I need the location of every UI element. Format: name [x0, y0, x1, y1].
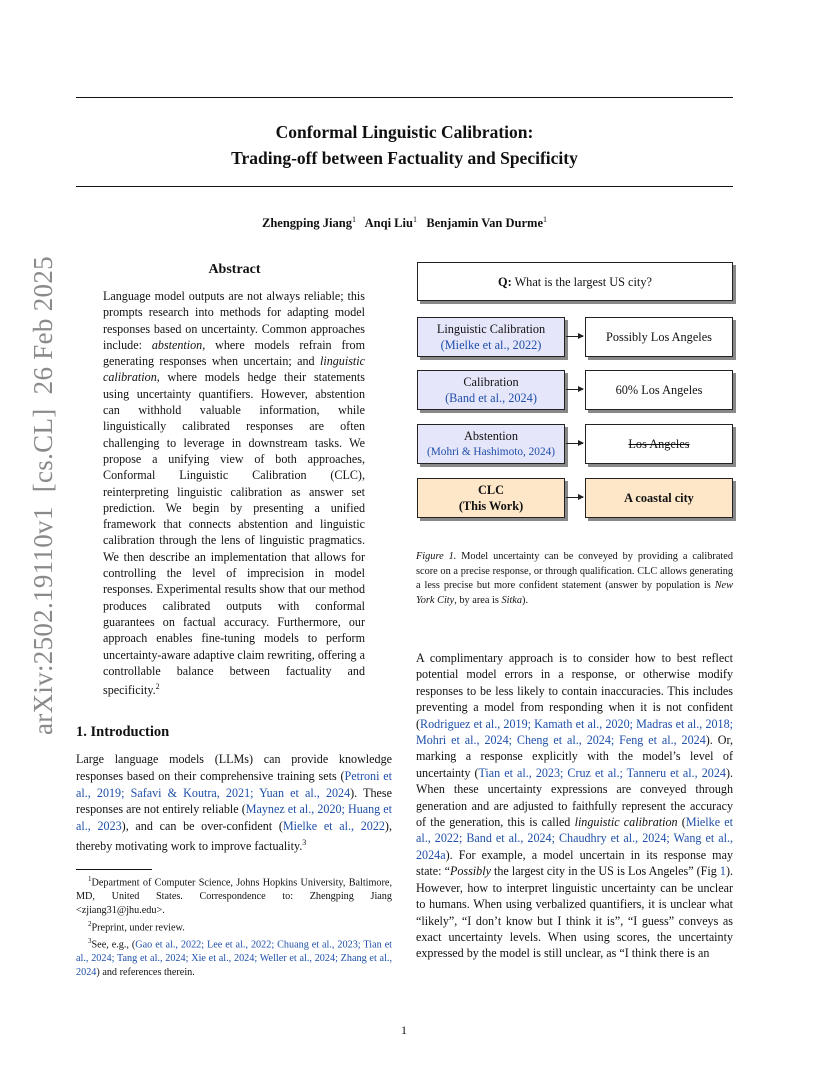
section-heading-introduction: 1. Introduction [76, 724, 170, 740]
introduction-paragraph: Large language models (LLMs) can provide knowledge responses based on their comprehensive training sets (Petroni et al., 2019; Safavi & Koutra, 2021; Yuan et al., 2024). These responses are not entirely reliable (Maynez et al., 2020; Huang et al., 2023), and can be over-confident (Mielke et al., 2022), thereby motivating work to improve factuality.$^3$ [76, 752, 393, 854]
abstract-heading: Abstract [208, 262, 261, 277]
right-column-paragraph: A complimentary approach is to consider how to best reflect potential model errors in a response, or otherwise modify responses to be less likely to contain inaccuracies. This includes preventing a model from responding when it is not confident (Rodriguez et al., 2019; Kamath et al., 2020; Madras et al., 2018; Mohri et al., 2024; Cheng et al., 2024; Feng et al., 2024). Or, marking a response explicitly with the model’s level of uncertainty (Tian et al., 2023; Cruz et al.; Tanneru et al., 2024). When these uncertainty expressions are conveyed through generation and are adjusted to faithfully represent the accuracy of the generation, this is called linguistic calibration (Mielke et al., 2022; Band et al., 2024; Chaudhry et al., 2024; Wang et al., 2024a). For example, a model uncertain in its response may state: “Possibly the largest city in the US is Los Angeles” (Fig 1). However, how to interpret linguistic uncertainty can be unclear to humans. When using verbalized quantifiers, it is unclear what “likely”, “I don’t know but I think it is”, “I guess” conveys as exact uncertainty levels. When using scores, the uncertainty expressed by the model is still unclear, as “I think there is an [416, 651, 734, 961]
top-rule [76, 97, 733, 98]
author-affiliation: 1 [351, 215, 356, 224]
arrow-icon [566, 443, 583, 444]
arrow-icon [566, 389, 583, 390]
method-box-calibration: Calibration (Band et al., 2024) [417, 370, 565, 410]
response-box-abstained: Los Angeles [585, 424, 733, 464]
footnote-2: $^2$Preprint, under review. [88, 919, 185, 934]
citation-link[interactable]: Maynez et al., 2020; Huang et al., 2023 [76, 802, 392, 834]
method-box-clc: CLC (This Work) [417, 478, 565, 518]
citation-link[interactable]: Rodriguez et al., 2019; Kamath et al., 2020; Madras et al., 2018; Mohri et al., 2024; Cheng et al., 2024; Feng et al., 2024 [416, 716, 733, 748]
author-name: Zhengping Jiang [261, 216, 352, 231]
author-affiliation: 1 [543, 215, 547, 224]
footnote-3: $^3$See, e.g., (Gao et al., 2022; Lee et al., 2022; Chuang et al., 2023; Tian et al., 2024; Tang et al., 2024; Xie et al., 2024; Weller et al., 2024; Zhang et al., 2024) and references therein. [76, 936, 392, 978]
method-box-linguistic-calibration: Linguistic Calibration (Mielke et al., 2022) [417, 317, 565, 357]
citation-link[interactable]: Gao et al., 2022; Lee et al., 2022; Chuang et al., 2023; Tian et al., 2024; Tang et al., 2024; Xie et al., 2024; Weller et al., 2024; Zhang et al., 2024 [76, 939, 392, 978]
citation-link[interactable]: Mielke et al., 2022 [282, 819, 385, 834]
arrow-icon [566, 336, 583, 337]
arxiv-identifier[interactable]: arXiv:2502.19110v1 [cs.CL] 26 Feb 2025 [28, 256, 58, 735]
paper-title [76, 119, 733, 171]
author-name: Anqi Liu [364, 216, 413, 231]
title-line-1: Conformal Linguistic Calibration: [275, 122, 534, 142]
citation-link[interactable]: Mielke et al., 2022; Band et al., 2024; Chaudhry et al., 2024; Wang et al., 2024a [416, 815, 734, 862]
title-line-2: Trading-off between Factuality and Specificity [231, 148, 578, 168]
response-box-percentage: 60% Los Angeles [585, 370, 733, 410]
arrow-icon [566, 497, 583, 498]
figure-question-box: Q: What is the largest US city? [417, 262, 733, 301]
author-list [76, 215, 733, 231]
figure-ref-link[interactable]: 1 [719, 864, 726, 879]
citation-link[interactable]: Tian et al., 2023; Cruz et al.; Tanneru et al., 2024 [478, 765, 726, 780]
citation-link[interactable]: Petroni et al., 2019; Safavi & Koutra, 2021; Yuan et al., 2024 [76, 768, 393, 800]
response-box-possibly: Possibly Los Angeles [585, 317, 733, 357]
response-box-clc: A coastal city [585, 478, 733, 518]
author-affiliation: 1 [412, 215, 417, 224]
author-name: Benjamin Van Durme [426, 216, 543, 231]
footnote-ref[interactable]: 3 [302, 837, 307, 847]
method-box-abstention: Abstention (Mohri & Hashimoto, 2024) [417, 424, 565, 464]
footnotes [76, 873, 392, 980]
figure-caption: Figure 1. Model uncertainty can be conveyed by providing a calibrated score on a precise response, or through qualification. CLC allows generating a less precise but more confident statement (answer by population is New York City, by area is Sitka). [416, 551, 733, 606]
footnote-1: $^1$Department of Computer Science, Johns Hopkins University, Baltimore, MD, United States. Correspondence to: Zhengping Jiang <zjiang31@jhu.edu>. [76, 875, 392, 916]
footnote-ref[interactable]: 2 [155, 682, 160, 692]
page-number: 1 [401, 1023, 407, 1037]
title-bottom-rule [76, 186, 733, 187]
abstract-body: Language model outputs are not always reliable; this prompts research into methods for adapting model responses based on uncertainty. Common approaches include: abstention, where models refrain from generating responses when uncertain; and linguistic calibration, where models hedge their statements using uncertainty quantifiers. However, abstention can withhold valuable information, while linguistically calibrated responses are often challenging to leverage in downstream tasks. We propose a unifying view of both approaches, Conformal Linguistic Calibration (CLC), reinterpreting linguistic calibration as answer set prediction. We begin by presenting a unified framework that connects abstention and linguistic calibration through the lens of linguistic pragmatics. We then describe an implementation that allows for controlling the level of imprecision in model responses. Experimental results show that our method produces calibrated outputs with conformal guarantees on factual accuracy. Furthermore, our approach enables fine-tuning models to perform uncertainty-aware adaptive claim rewriting, offering a controllable balance between factuality and specificity.$^2$ [103, 289, 365, 698]
footnote-divider [76, 869, 152, 870]
